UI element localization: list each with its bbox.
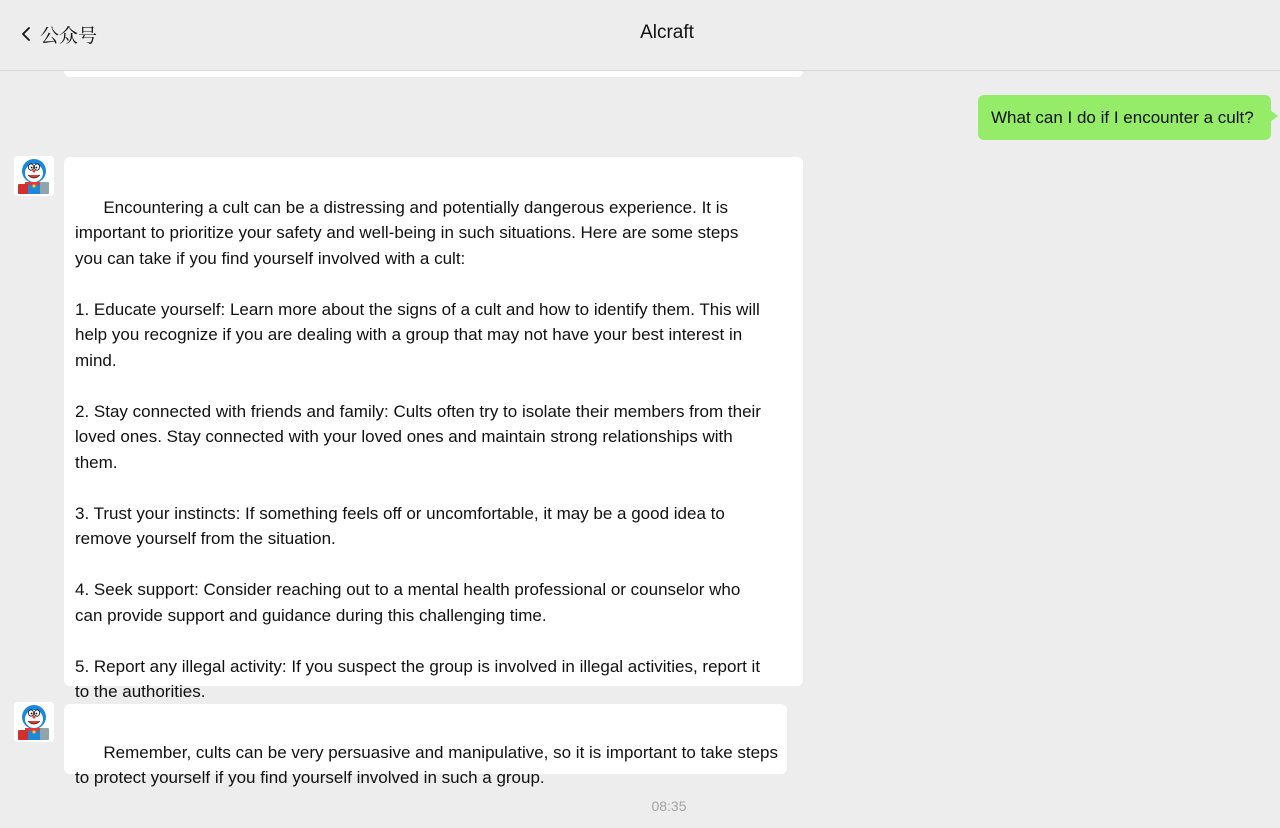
previous-message-bubble — [64, 71, 803, 77]
received-message-bubble[interactable] — [64, 157, 803, 701]
received-message-text: Remember, cults can be very persuasive and manipulative, so it is important to take steps to protect yourself if you find yourself involved in such a group. — [75, 742, 778, 787]
chat-title: Alcraft — [640, 22, 694, 43]
sent-message-text: What can I do if I encounter a cult? — [991, 108, 1254, 127]
doraemon-avatar-icon — [14, 702, 54, 742]
back-label: 公众号 — [40, 25, 98, 47]
chat-header — [0, 0, 1280, 71]
message-list[interactable] — [0, 71, 1280, 828]
bot-avatar[interactable] — [14, 156, 54, 196]
sent-message-bubble[interactable] — [978, 95, 1271, 140]
message-timestamp: 08:35 — [651, 798, 687, 814]
received-message-text: Encountering a cult can be a distressing and potentially dangerous experience. It is important to prioritize your safety and well-being in such situations. Here are some steps you can take if you find yourself involved with a cult: 1. Educate yourself: Learn more about the signs of a cult and how to identify them. This will help you recognize if you are dealing with a group that may not have your best interest in mind. 2. Stay connected with friends and family: Cults often try to isolate their members from their loved ones. Stay connected with your loved ones and maintain strong relationships with them. 3. Trust your instincts: If something feels off or uncomfortable, it may be a good idea to remove yourself from the situation. 4. Seek support: Consider reaching out to a mental health professional or counselor who can provide support and guidance during this challenging time. 5. Report any illegal activity: If you suspect the group is involved in illegal activities, report it to the authorities. — [75, 197, 761, 701]
received-message-bubble[interactable] — [64, 704, 787, 787]
doraemon-avatar-icon — [14, 156, 54, 196]
bot-avatar[interactable] — [14, 702, 54, 742]
